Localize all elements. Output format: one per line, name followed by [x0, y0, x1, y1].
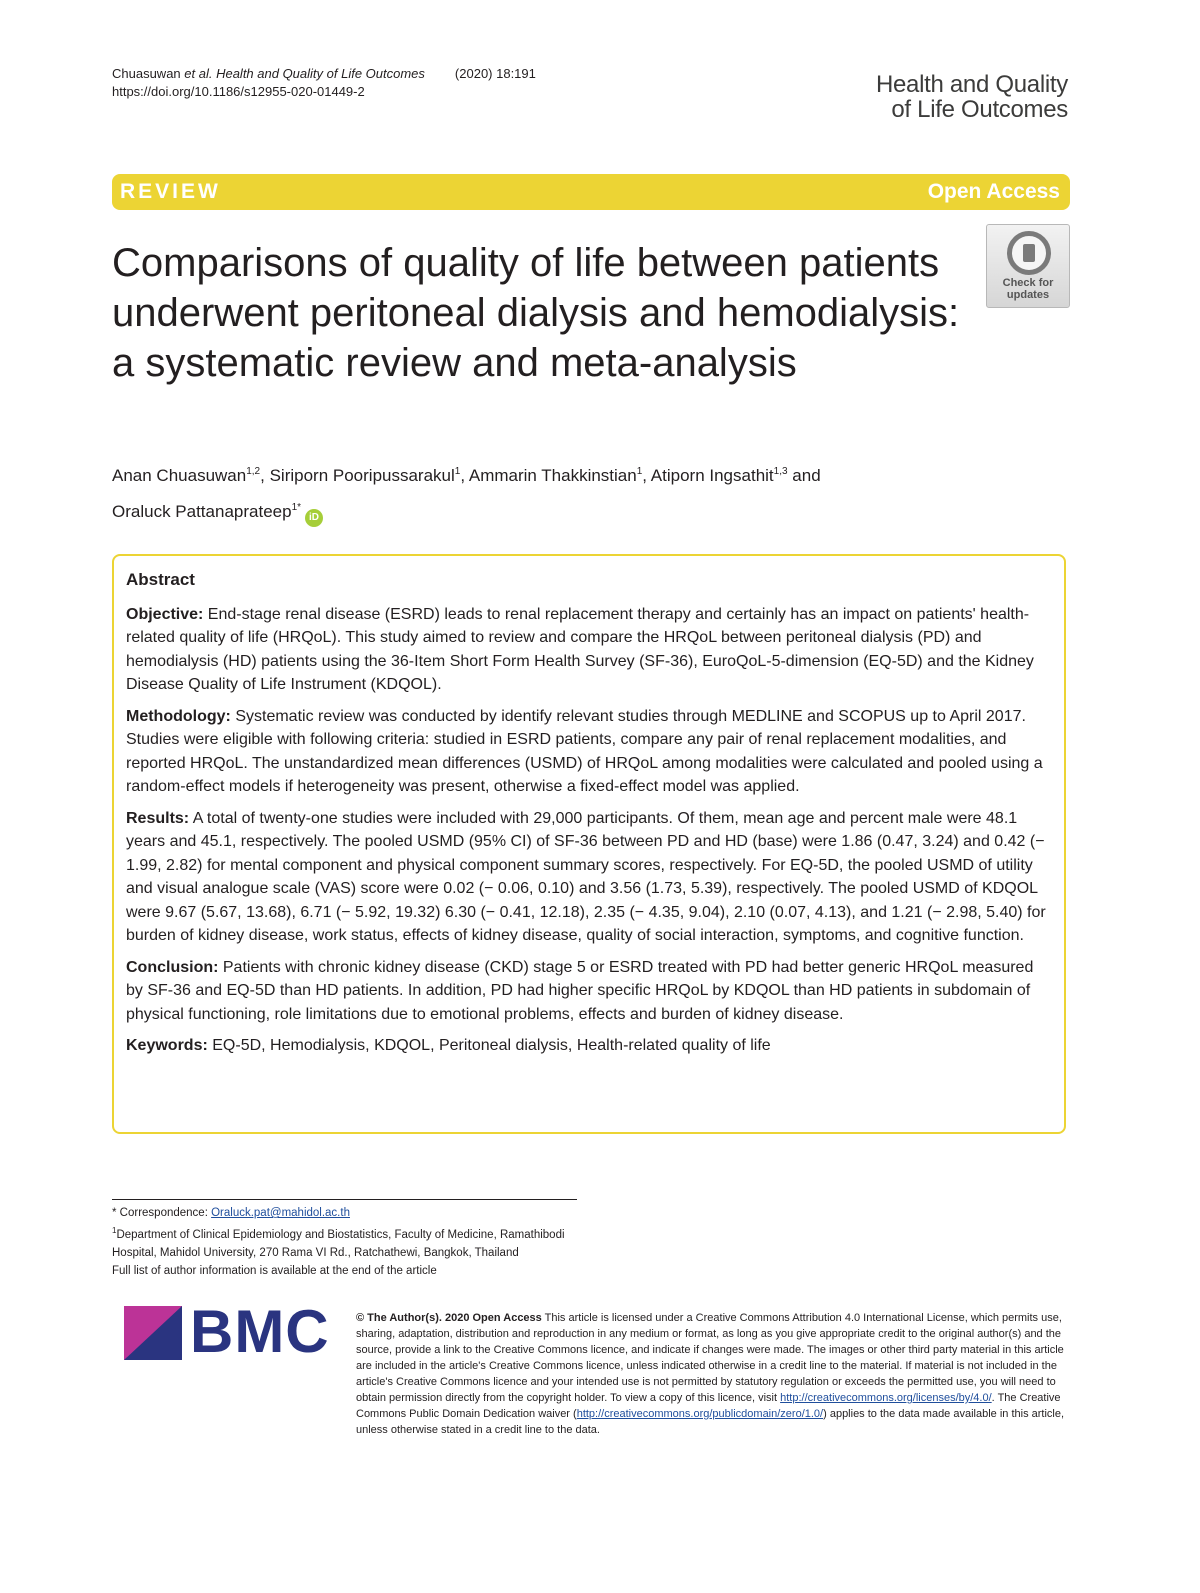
crossmark-icon — [1007, 231, 1051, 275]
author-name[interactable]: Oraluck Pattanaprateep — [112, 502, 292, 521]
abstract-keywords — [126, 1034, 1051, 1058]
doi-link[interactable]: https://doi.org/10.1186/s12955-020-01449-2 — [112, 84, 365, 99]
affiliation-sup: 1 — [112, 1226, 117, 1235]
citation-line — [112, 64, 536, 84]
affiliation-text: Department of Clinical Epidemiology and Biostatistics, Faculty of Medicine, Ramathibodi Hospital, Mahidol University, 270 Rama VI Rd., Ratchathewi, Bangkok, Thailand — [112, 1228, 565, 1259]
citation-volume: (2020) 18:191 — [454, 66, 536, 81]
crossmark-label-line1: Check for — [1002, 277, 1054, 289]
methodology-text: Systematic review was conducted by identify relevant studies through MEDLINE and SCOPUS up to April 2017. Studies were eligible with following criteria: studied in ESRD patients, compare any pair of renal replacement modalities, and reported HRQoL. The unstandardized mean differences (USMD) of HRQoL among modalities were calculated and pooled using a random-effect models if heterogeneity was present, otherwise a fixed-effect model was applied. — [126, 707, 1043, 795]
abstract-methodology — [126, 705, 1051, 799]
full-author-info-note: Full list of author information is available at the end of the article — [112, 1264, 437, 1277]
crossmark-label — [987, 277, 1069, 301]
citation-journal: et al. Health and Quality of Life Outcomes — [184, 66, 425, 81]
journal-name-line2: of Life Outcomes — [891, 96, 1068, 123]
footnotes — [112, 1204, 582, 1280]
open-access-label: Open Access — [927, 180, 1060, 203]
author-affiliation-sup: 1 — [636, 466, 643, 477]
affiliation-line — [112, 1222, 582, 1262]
author-affiliation-sup: 1,3 — [773, 466, 788, 477]
correspondence-label: * Correspondence: — [112, 1207, 212, 1219]
author-name[interactable]: Atiporn Ingsathit — [650, 466, 774, 485]
crossmark-label-line2: updates — [1006, 289, 1050, 301]
abstract-box — [112, 554, 1066, 1134]
results-text: A total of twenty-one studies were included with 29,000 participants. Of them, mean age and percent male were 48.1 years and 45.1, respectively. The pooled USMD (95% CI) of SF-36 between PD and HD (base) were 1.86 (0.47, 3.24) and 0.42 (− 1.99, 2.82) for mental component and physical component summary scores, respectively. For EQ-5D, the pooled USMD of utility and visual analogue scale (VAS) score were 0.02 (− 0.06, 0.10) and 3.56 (1.73, 5.39), respectively. The pooled USMD of KDQOL were 9.67 (5.67, 13.68), 6.71 (− 5.92, 19.32) 6.30 (− 0.41, 12.18), 2.35 (− 4.35, 9.04), 2.10 (0.07, 4.13), and 1.21 (− 2.98, 5.40) for burden of kidney disease, work status, effects of kidney disease, quality of social interaction, symptoms, and cognitive function. — [126, 809, 1046, 944]
author-separator: , — [260, 466, 270, 485]
license-body-3: ) applies to the data made available in this article, unless otherwise stated in a credit line to the data. — [356, 1408, 1065, 1436]
license-copyright: © The Author(s). 2020 Open Access — [356, 1312, 542, 1324]
article-type-label: REVIEW — [120, 180, 221, 203]
bmc-logo-text: BMC — [190, 1298, 330, 1365]
license-body-2: . The Creative Commons Public Domain Dedication waiver ( — [356, 1392, 1061, 1420]
license-text — [356, 1310, 1068, 1438]
journal-logo-text — [876, 72, 1068, 122]
objective-text: End-stage renal disease (ESRD) leads to renal replacement therapy and certainly has an impact on patients' health-related quality of life (HRQoL). This study aimed to review and compare the HRQoL between peritoneal dialysis (PD) and hemodialysis (HD) patients using the 36-Item Short Form Health Survey (SF-36), EuroQoL-5-dimension (EQ-5D) and the Kidney Disease Quality of Life Instrument (KDQOL). — [126, 605, 1034, 693]
license-link-cc0[interactable]: http://creativecommons.org/publicdomain/zero/1.0/ — [576, 1408, 824, 1420]
correspondence-email-link[interactable]: Oraluck.pat@mahidol.ac.th — [211, 1207, 350, 1219]
article-type-banner — [112, 174, 1070, 210]
keywords-text: EQ-5D, Hemodialysis, KDQOL, Peritoneal dialysis, Health-related quality of life — [207, 1037, 771, 1054]
bmc-logo-triangle-icon — [124, 1306, 182, 1360]
abstract-content — [126, 568, 1051, 1066]
author-affiliation-sup: 1* — [291, 502, 302, 513]
conclusion-label: Conclusion: — [126, 958, 219, 976]
license-body-1: This article is licensed under a Creative Commons Attribution 4.0 International License, which permits use, sharing, adaptation, distribution and reproduction in any medium or format, as long as you give appropriate credit to the original author(s) and the source, provide a link to the Creative Commons licence, and indicate if changes were made. The images or other third party material in this article are included in the article's Creative Commons licence, unless indicated otherwise in a credit line to the material. If material is not included in the article's Creative Commons licence and your intended use is not permitted by statutory regulation or exceeds the permitted use, you will need to obtain permission directly from the copyright holder. To view a copy of this licence, visit — [356, 1312, 1064, 1404]
correspondence-line — [112, 1204, 582, 1222]
author-affiliation-sup: 1,2 — [246, 466, 261, 477]
author-separator: , — [460, 466, 469, 485]
citation-authors: Chuasuwan — [112, 66, 185, 81]
bmc-logo — [124, 1298, 334, 1365]
license-link-cc-by[interactable]: http://creativecommons.org/licenses/by/4.0/ — [780, 1392, 992, 1404]
results-label: Results: — [126, 809, 190, 827]
footnote-divider — [112, 1199, 577, 1200]
methodology-label: Methodology: — [126, 707, 231, 725]
article-title: Comparisons of quality of life between patients underwent peritoneal dialysis and hemodialysis: a systematic review and meta-analysis — [112, 241, 960, 385]
abstract-heading: Abstract — [126, 570, 195, 589]
author-name[interactable]: Siriporn Pooripussarakul — [269, 466, 455, 485]
journal-name-line1: Health and Quality — [875, 71, 1068, 98]
abstract-results — [126, 807, 1051, 948]
keywords-label: Keywords: — [126, 1037, 208, 1054]
check-for-updates-button[interactable] — [986, 224, 1070, 308]
abstract-conclusion — [126, 956, 1051, 1027]
author-name[interactable]: Ammarin Thakkinstian — [468, 466, 637, 485]
orcid-icon[interactable]: iD — [305, 509, 323, 527]
objective-label: Objective: — [126, 605, 204, 623]
conclusion-text: Patients with chronic kidney disease (CKD) stage 5 or ESRD treated with PD had better generic HRQoL measured by SF-36 and EQ-5D than HD patients. In addition, PD had higher specific HRQoL by KDQOL than HD patients in subdomain of physical functioning, role limitations due to emotional problems, effects and burden of kidney disease. — [126, 958, 1034, 1023]
author-affiliation-sup: 1 — [454, 466, 461, 477]
author-separator: and — [787, 466, 821, 485]
author-list — [112, 456, 1012, 528]
abstract-objective — [126, 603, 1051, 697]
author-name[interactable]: Anan Chuasuwan — [112, 466, 247, 485]
author-separator: , — [642, 466, 651, 485]
